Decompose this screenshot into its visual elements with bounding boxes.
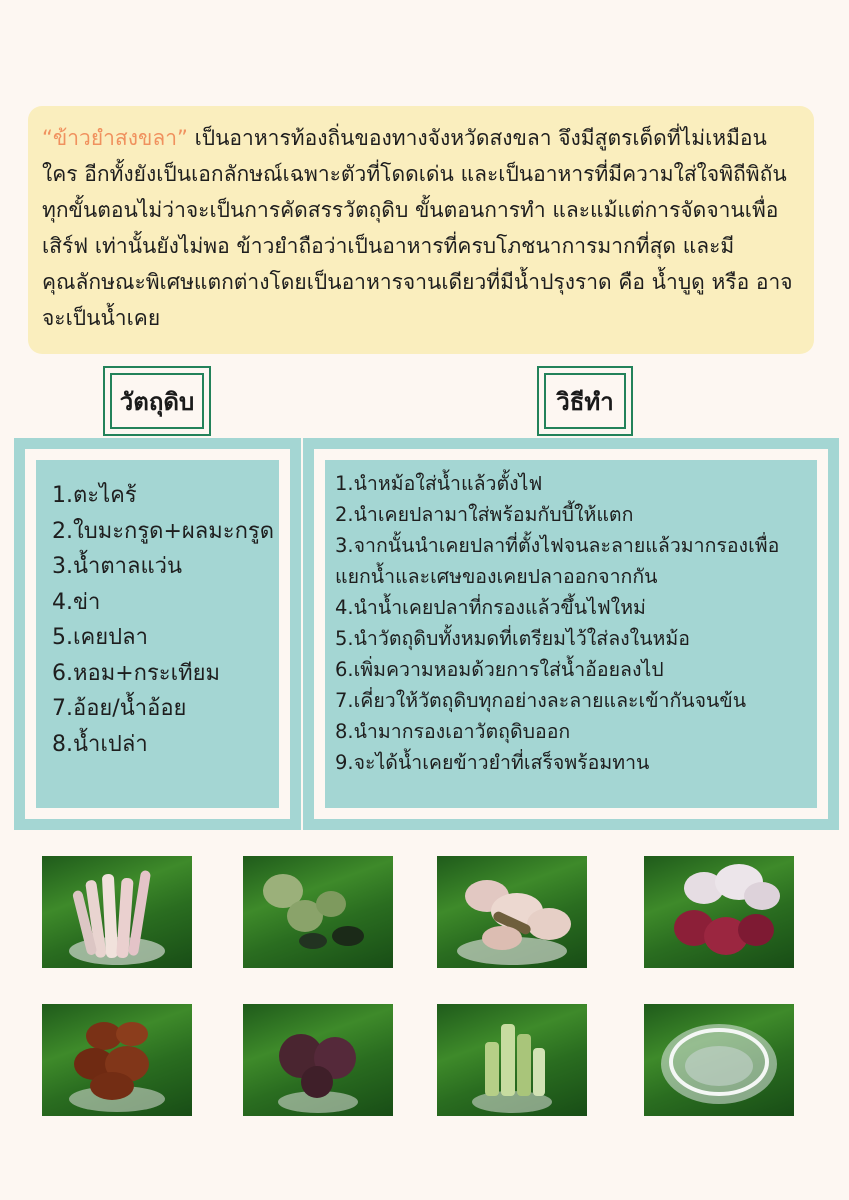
method-step: 2.นำเคยปลามาใส่พร้อมกับบี้ให้แตก	[335, 503, 634, 526]
fish-paste-photo	[243, 1004, 393, 1116]
palm-sugar-photo	[42, 1004, 192, 1116]
dish-name-highlight: “ข้าวยำสงขลา”	[42, 126, 188, 150]
galangal-photo	[437, 856, 587, 968]
ingredients-heading: วัตถุดิบ	[110, 373, 204, 429]
ingredient-item: 3.น้ำตาลแว่น	[52, 554, 183, 579]
lemongrass-photo	[42, 856, 192, 968]
method-steps-list	[335, 468, 779, 778]
ingredient-item: 1.ตะไคร้	[52, 483, 137, 508]
method-step: 6.เพิ่มความหอมด้วยการใส่น้ำอ้อยลงไป	[335, 658, 664, 681]
ingredients-heading-frame	[103, 366, 211, 436]
method-step: 5.นำวัตถุดิบทั้งหมดที่เตรียมไว้ใส่ลงในหม้อ	[335, 627, 690, 650]
intro-text: เป็นอาหารท้องถิ่นของทางจังหวัดสงขลา จึงมีสูตรเด็ดที่ไม่เหมือนใคร อีกทั้งยังเป็นเอกลักษณ์เฉพาะตัวที่โดดเด่น และเป็นอาหารที่มีความใส่ใจพิถีพิถันทุกขั้นตอนไม่ว่าจะเป็นการคัดสรรวัตถุดิบ ขั้นตอนการทำ และแม้แต่การจัดจานเพื่อเสิร์ฟ เท่านั้นยังไม่พอ ข้าวยำถือว่าเป็นอาหารที่ครบโภชนาการมากที่สุด และมีคุณลักษณะพิเศษแตกต่างโดยเป็นอาหารจานเดียวที่มีน้ำปรุงราด คือ น้ำบูดู หรือ อาจจะเป็นน้ำเคย	[42, 126, 793, 330]
method-step: 4.นำน้ำเคยปลาที่กรองแล้วขึ้นไฟใหม่	[335, 596, 646, 619]
method-heading-frame	[537, 366, 633, 436]
method-step: 3.จากนั้นนำเคยปลาที่ตั้งไฟจนละลายแล้วมากรองเพื่อ	[335, 534, 780, 557]
ingredient-item: 5.เคยปลา	[52, 625, 148, 650]
ingredients-list	[52, 478, 274, 762]
method-step: 1.นำหม้อใส่น้ำแล้วตั้งไฟ	[335, 472, 543, 495]
method-step: 9.จะได้น้ำเคยข้าวยำที่เสร็จพร้อมทาน	[335, 751, 650, 774]
method-step: 7.เคี่ยวให้วัตถุดิบทุกอย่างละลายและเข้ากันจนข้น	[335, 689, 747, 712]
ingredient-item: 7.อ้อย/น้ำอ้อย	[52, 696, 187, 721]
sugarcane-photo	[437, 1004, 587, 1116]
method-step: แยกน้ำและเศษของเคยปลาออกจากกัน	[335, 565, 658, 588]
shallot-garlic-photo	[644, 856, 794, 968]
water-bowl-photo	[644, 1004, 794, 1116]
ingredient-item: 2.ใบมะกรูด+ผลมะกรูด	[52, 518, 274, 544]
kaffir-lime-photo	[243, 856, 393, 968]
method-panel	[303, 438, 839, 830]
intro-paragraph	[28, 106, 814, 354]
ingredient-item: 4.ข่า	[52, 589, 101, 615]
method-step: 8.นำมากรองเอาวัตถุดิบออก	[335, 720, 571, 743]
ingredients-panel	[14, 438, 301, 830]
ingredient-item: 6.หอม+กระเทียม	[52, 660, 221, 686]
method-heading: วิธีทำ	[544, 373, 626, 429]
ingredient-item: 8.น้ำเปล่า	[52, 731, 148, 757]
